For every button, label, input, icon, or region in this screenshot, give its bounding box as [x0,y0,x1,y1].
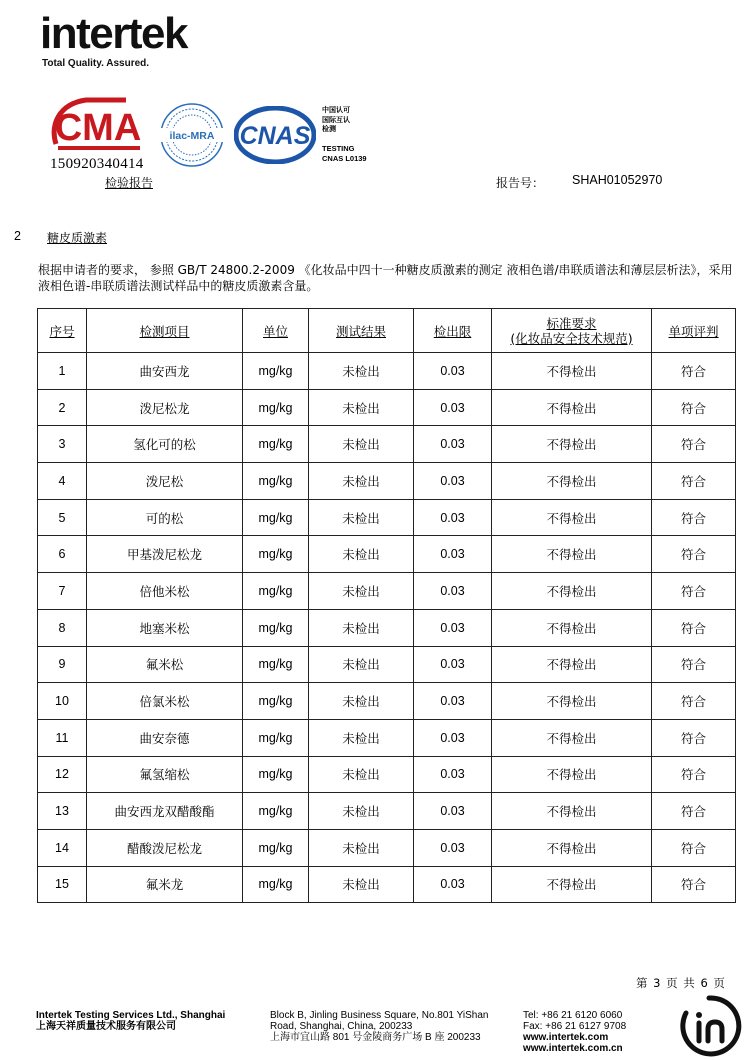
footer-company [36,1010,261,1032]
cell-no: 2 [38,389,87,426]
report-number: SHAH01052970 [572,173,663,187]
page-number: 第 3 页 共 6 页 [636,976,725,990]
cell-lod: 0.03 [414,683,492,720]
report-number-label: 报告号： [496,176,545,190]
cell-lod: 0.03 [414,573,492,610]
cell-item: 曲安奈德 [87,719,243,756]
cell-no: 9 [38,646,87,683]
ilac-mra-logo [158,102,226,168]
cell-lod: 0.03 [414,499,492,536]
col-header-item: 检测项目 [87,309,243,353]
table-row [38,609,736,646]
cell-result: 未检出 [309,829,414,866]
table-row [38,389,736,426]
cell-no: 7 [38,573,87,610]
cnas-text-en: TESTING CNAS L0139 [322,144,367,163]
results-table [37,308,736,903]
cell-verdict: 符合 [652,426,736,463]
cell-verdict: 符合 [652,646,736,683]
cell-unit: mg/kg [243,426,309,463]
cell-verdict: 符合 [652,463,736,500]
table-row [38,353,736,390]
cell-lod: 0.03 [414,463,492,500]
cell-item: 甲基泼尼松龙 [87,536,243,573]
cell-result: 未检出 [309,609,414,646]
cell-no: 10 [38,683,87,720]
table-row [38,683,736,720]
footer-contact [523,1010,673,1054]
cell-unit: mg/kg [243,829,309,866]
cell-unit: mg/kg [243,719,309,756]
cell-standard: 不得检出 [492,646,652,683]
cnas-label: CNAS [239,122,311,150]
cell-unit: mg/kg [243,866,309,903]
cell-item: 醋酸泼尼松龙 [87,829,243,866]
cell-unit: mg/kg [243,756,309,793]
cell-item: 氟氢缩松 [87,756,243,793]
footer-tel: Tel: +86 21 6120 6060 [523,1010,623,1021]
cell-unit: mg/kg [243,573,309,610]
cell-verdict: 符合 [652,573,736,610]
cell-standard: 不得检出 [492,353,652,390]
cell-result: 未检出 [309,866,414,903]
cell-no: 6 [38,536,87,573]
col-header-result: 测试结果 [309,309,414,353]
footer-fax: Fax: +86 21 6127 9708 [523,1021,627,1032]
cell-unit: mg/kg [243,353,309,390]
cell-result: 未检出 [309,793,414,830]
cell-unit: mg/kg [243,389,309,426]
cell-lod: 0.03 [414,646,492,683]
cell-lod: 0.03 [414,793,492,830]
cma-number: 150920340414 [50,156,144,172]
brand-tagline: Total Quality. Assured. [42,58,150,69]
cell-item: 倍氯米松 [87,683,243,720]
cell-unit: mg/kg [243,499,309,536]
cell-lod: 0.03 [414,389,492,426]
cell-lod: 0.03 [414,719,492,756]
cma-logo [48,96,152,156]
cell-standard: 不得检出 [492,719,652,756]
cell-lod: 0.03 [414,609,492,646]
col-header-verdict: 单项评判 [652,309,736,353]
cell-standard: 不得检出 [492,499,652,536]
cell-no: 14 [38,829,87,866]
section-title: 糖皮质激素 [47,231,108,245]
cell-standard: 不得检出 [492,426,652,463]
col-header-standard: 标准要求 (化妆品安全技术规范) [492,309,652,353]
footer-web-link-cn[interactable]: www.intertek.com.cn [523,1043,623,1054]
cell-standard: 不得检出 [492,463,652,500]
cell-item: 曲安西龙双醋酸酯 [87,793,243,830]
cell-standard: 不得检出 [492,793,652,830]
cell-verdict: 符合 [652,389,736,426]
intertek-badge-icon [676,993,742,1059]
cell-unit: mg/kg [243,609,309,646]
table-row [38,829,736,866]
cell-no: 1 [38,353,87,390]
cell-no: 4 [38,463,87,500]
cell-no: 11 [38,719,87,756]
table-row [38,573,736,610]
cell-item: 氟米松 [87,646,243,683]
cell-standard: 不得检出 [492,829,652,866]
footer-address-en: Block B, Jinling Business Square, No.801 YiShan Road, Shanghai, China, 200233 [270,1010,489,1032]
cell-unit: mg/kg [243,646,309,683]
cell-standard: 不得检出 [492,389,652,426]
table-row [38,536,736,573]
cell-result: 未检出 [309,389,414,426]
cell-standard: 不得检出 [492,536,652,573]
cell-verdict: 符合 [652,829,736,866]
cell-result: 未检出 [309,499,414,536]
report-title: 检验报告 [105,176,154,190]
footer-web-link[interactable]: www.intertek.com [523,1032,609,1043]
cell-verdict: 符合 [652,719,736,756]
cell-verdict: 符合 [652,866,736,903]
cell-item: 泼尼松 [87,463,243,500]
cell-item: 可的松 [87,499,243,536]
cell-verdict: 符合 [652,683,736,720]
table-row [38,793,736,830]
table-row [38,426,736,463]
footer-company-en: Intertek Testing Services Ltd., Shanghai [36,1010,226,1021]
cell-lod: 0.03 [414,756,492,793]
table-row [38,499,736,536]
cell-result: 未检出 [309,646,414,683]
cell-result: 未检出 [309,353,414,390]
col-header-unit: 单位 [243,309,309,353]
cell-standard: 不得检出 [492,866,652,903]
cell-no: 5 [38,499,87,536]
cell-unit: mg/kg [243,683,309,720]
cell-verdict: 符合 [652,756,736,793]
cell-verdict: 符合 [652,353,736,390]
cell-result: 未检出 [309,573,414,610]
cnas-text-cn: 中国认可 国际互认 检测 [322,106,350,133]
cell-lod: 0.03 [414,426,492,463]
cell-no: 15 [38,866,87,903]
cell-verdict: 符合 [652,536,736,573]
cell-lod: 0.03 [414,536,492,573]
cell-result: 未检出 [309,683,414,720]
intertek-logo: intertek [40,9,187,58]
cell-item: 氢化可的松 [87,426,243,463]
col-header-lod: 检出限 [414,309,492,353]
cell-item: 泼尼松龙 [87,389,243,426]
cell-standard: 不得检出 [492,573,652,610]
cell-no: 13 [38,793,87,830]
cell-verdict: 符合 [652,609,736,646]
cell-verdict: 符合 [652,793,736,830]
cell-lod: 0.03 [414,829,492,866]
cell-item: 倍他米松 [87,573,243,610]
cell-standard: 不得检出 [492,609,652,646]
cell-lod: 0.03 [414,866,492,903]
cell-result: 未检出 [309,536,414,573]
cell-result: 未检出 [309,719,414,756]
cell-unit: mg/kg [243,536,309,573]
cell-no: 8 [38,609,87,646]
section-intro: 根据申请者的要求， 参照 GB/T 24800.2-2009 《化妆品中四十一种糖皮质激素的测定 液相色谱/串联质谱法和薄层层析法》，采用液相色谱-串联质谱法测试样品中的糖皮质激素含量。 [38,263,733,293]
cell-result: 未检出 [309,463,414,500]
cell-verdict: 符合 [652,499,736,536]
footer-company-cn: 上海天祥质量技术服务有限公司 [36,1021,176,1032]
cell-item: 曲安西龙 [87,353,243,390]
section-number: 2 [14,229,21,243]
table-row [38,719,736,756]
cell-unit: mg/kg [243,463,309,500]
cell-unit: mg/kg [243,793,309,830]
footer-address-cn: 上海市宜山路 801 号金陵商务广场 B 座 200233 [270,1032,481,1043]
ilac-label: ilac-MRA [169,130,215,142]
table-body [38,353,736,903]
cell-no: 3 [38,426,87,463]
cma-label: CMA [54,107,142,149]
cell-standard: 不得检出 [492,756,652,793]
cell-result: 未检出 [309,756,414,793]
cell-standard: 不得检出 [492,683,652,720]
cell-item: 氟米龙 [87,866,243,903]
cell-lod: 0.03 [414,353,492,390]
col-header-no: 序号 [38,309,87,353]
cell-item: 地塞米松 [87,609,243,646]
table-row [38,646,736,683]
table-row [38,463,736,500]
table-row [38,756,736,793]
table-header-row [38,309,736,353]
footer-address [270,1010,515,1043]
cell-no: 12 [38,756,87,793]
table-row [38,866,736,903]
cnas-logo [234,106,316,164]
cell-result: 未检出 [309,426,414,463]
